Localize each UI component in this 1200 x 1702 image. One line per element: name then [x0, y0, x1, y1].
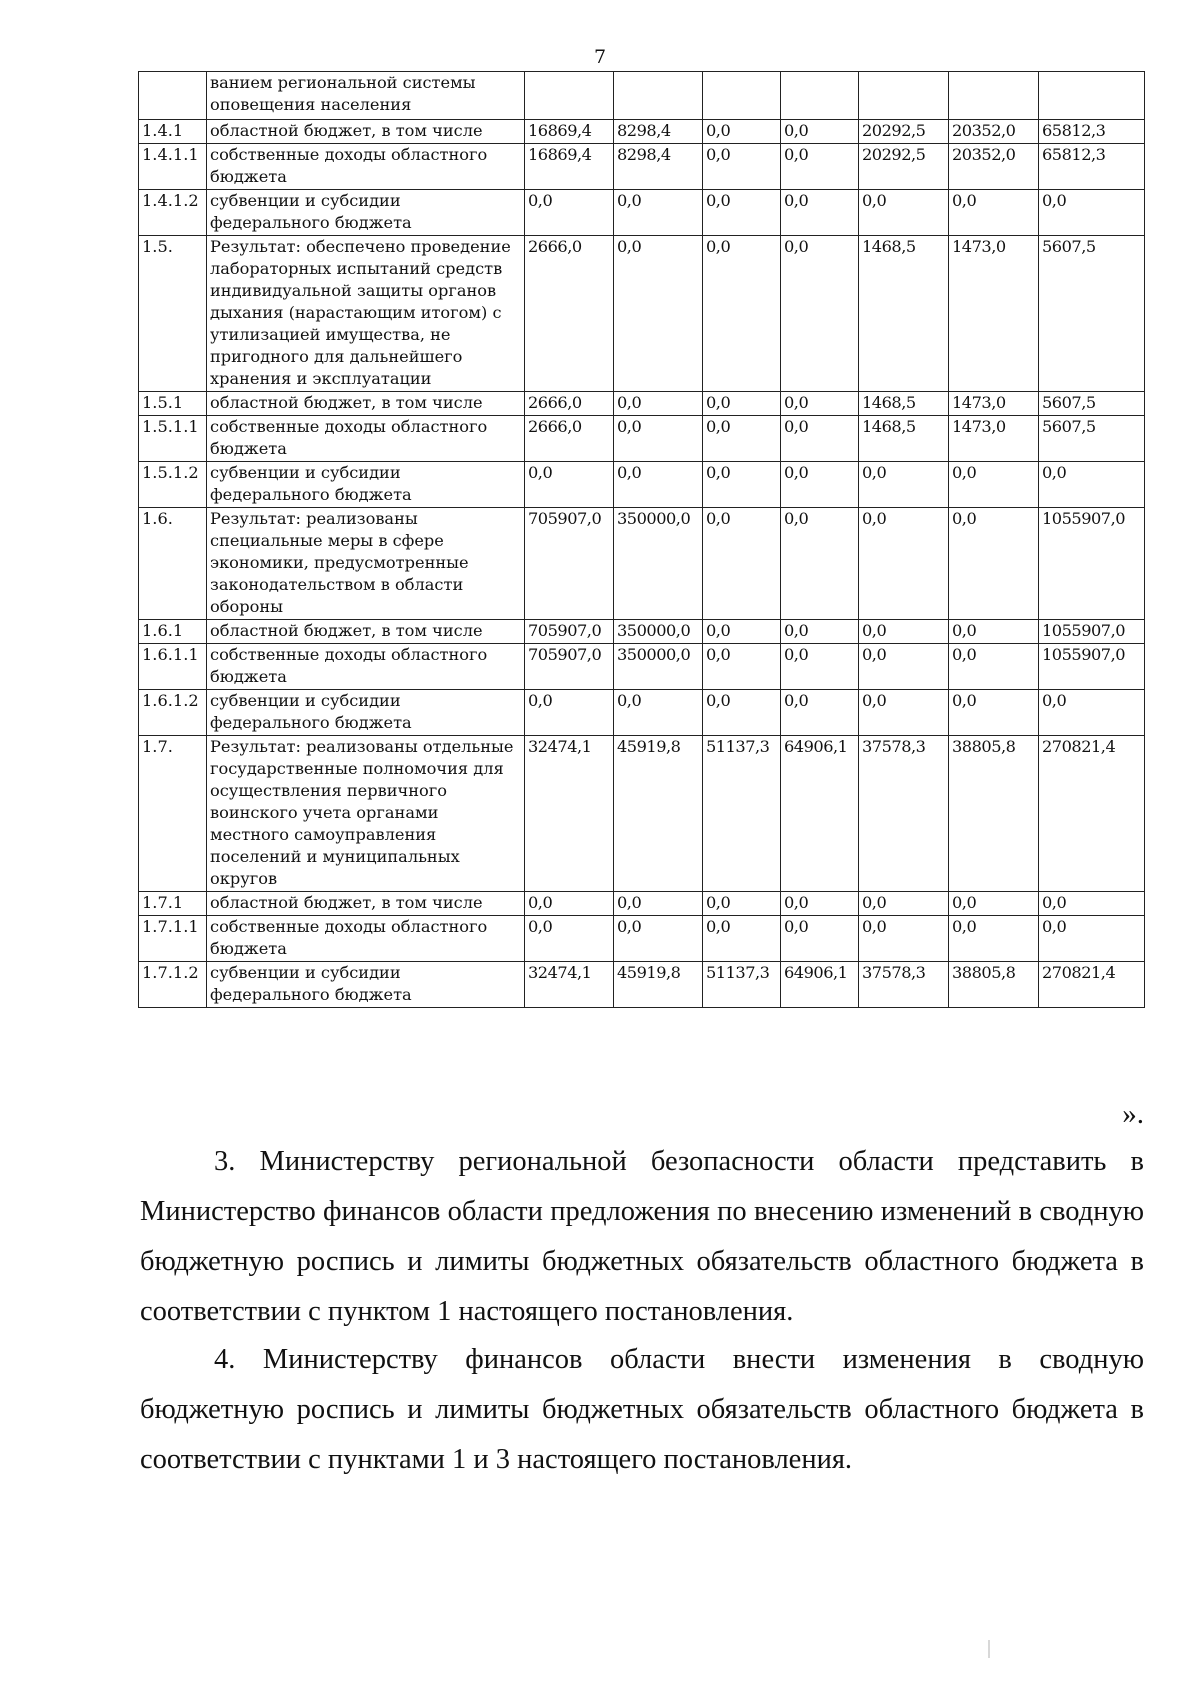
- row-value: 0,0: [781, 236, 859, 392]
- row-value: 5607,5: [1039, 392, 1145, 416]
- row-value: [703, 72, 781, 120]
- row-value: 8298,4: [614, 120, 703, 144]
- table-row: [139, 962, 1145, 1008]
- row-name: Результат: обеспечено проведение лабораторных испытаний средств индивидуальной защиты органов дыхания (нарастающим итогом) с утилизацией имущества, не пригодного для дальнейшего хранения и эксплуатации: [207, 236, 525, 392]
- table-row: [139, 916, 1145, 962]
- row-value: 0,0: [859, 190, 949, 236]
- row-value: 0,0: [1039, 190, 1145, 236]
- row-value: 0,0: [781, 462, 859, 508]
- row-value: 0,0: [703, 462, 781, 508]
- row-value: 2666,0: [525, 392, 614, 416]
- row-name: собственные доходы областного бюджета: [207, 144, 525, 190]
- row-value: 0,0: [781, 416, 859, 462]
- row-name: Результат: реализованы специальные меры в сфере экономики, предусмотренные законодательством в области обороны: [207, 508, 525, 620]
- row-value: 38805,8: [949, 736, 1039, 892]
- row-value: [614, 72, 703, 120]
- row-name: субвенции и субсидии федерального бюджета: [207, 690, 525, 736]
- row-value: 705907,0: [525, 620, 614, 644]
- row-value: 20292,5: [859, 120, 949, 144]
- row-value: 350000,0: [614, 644, 703, 690]
- row-value: 1055907,0: [1039, 644, 1145, 690]
- row-value: 37578,3: [859, 736, 949, 892]
- row-value: 20352,0: [949, 120, 1039, 144]
- row-code: 1.7.1: [139, 892, 207, 916]
- row-value: 45919,8: [614, 962, 703, 1008]
- row-value: 0,0: [859, 462, 949, 508]
- row-value: 64906,1: [781, 962, 859, 1008]
- row-value: 0,0: [949, 462, 1039, 508]
- table-row: [139, 508, 1145, 620]
- row-value: 0,0: [859, 690, 949, 736]
- row-code: 1.4.1.1: [139, 144, 207, 190]
- row-value: 0,0: [949, 916, 1039, 962]
- row-value: 0,0: [525, 892, 614, 916]
- row-value: 0,0: [614, 892, 703, 916]
- row-code: 1.7.1.1: [139, 916, 207, 962]
- row-value: 0,0: [703, 620, 781, 644]
- row-value: 0,0: [781, 144, 859, 190]
- row-value: 0,0: [781, 644, 859, 690]
- row-name: Результат: реализованы отдельные государственные полномочия для осуществления первичного воинского учета органами местного самоуправления поселений и муниципальных округов: [207, 736, 525, 892]
- row-code: 1.7.: [139, 736, 207, 892]
- row-value: 16869,4: [525, 120, 614, 144]
- row-value: 0,0: [859, 508, 949, 620]
- row-value: 0,0: [525, 916, 614, 962]
- row-value: 0,0: [859, 916, 949, 962]
- row-value: 705907,0: [525, 644, 614, 690]
- row-value: 1473,0: [949, 236, 1039, 392]
- table-row: [139, 416, 1145, 462]
- closing-quote: ».: [1122, 1098, 1144, 1130]
- row-value: 1468,5: [859, 392, 949, 416]
- row-value: 0,0: [614, 236, 703, 392]
- row-value: 0,0: [949, 644, 1039, 690]
- row-value: 1055907,0: [1039, 620, 1145, 644]
- row-value: 51137,3: [703, 962, 781, 1008]
- row-code: 1.5.1.2: [139, 462, 207, 508]
- row-value: 2666,0: [525, 416, 614, 462]
- row-code: 1.6.: [139, 508, 207, 620]
- table-row: [139, 236, 1145, 392]
- row-value: 20292,5: [859, 144, 949, 190]
- row-value: 1473,0: [949, 416, 1039, 462]
- row-value: 0,0: [703, 416, 781, 462]
- row-value: 0,0: [614, 916, 703, 962]
- row-value: 0,0: [1039, 462, 1145, 508]
- row-code: 1.4.1.2: [139, 190, 207, 236]
- row-value: 0,0: [703, 236, 781, 392]
- row-name: областной бюджет, в том числе: [207, 392, 525, 416]
- row-code: 1.5.: [139, 236, 207, 392]
- row-value: 32474,1: [525, 736, 614, 892]
- row-value: 0,0: [703, 144, 781, 190]
- row-value: 45919,8: [614, 736, 703, 892]
- row-value: 350000,0: [614, 508, 703, 620]
- row-value: 5607,5: [1039, 416, 1145, 462]
- row-value: [525, 72, 614, 120]
- row-value: 0,0: [949, 892, 1039, 916]
- row-value: 1473,0: [949, 392, 1039, 416]
- row-value: 0,0: [703, 892, 781, 916]
- table-row: [139, 644, 1145, 690]
- table-row: [139, 620, 1145, 644]
- row-name: субвенции и субсидии федерального бюджета: [207, 962, 525, 1008]
- row-value: 0,0: [859, 644, 949, 690]
- row-value: 0,0: [781, 620, 859, 644]
- row-name: областной бюджет, в том числе: [207, 892, 525, 916]
- row-value: 0,0: [781, 508, 859, 620]
- table-row: [139, 72, 1145, 120]
- row-value: 0,0: [614, 416, 703, 462]
- row-value: 0,0: [781, 190, 859, 236]
- row-code: 1.6.1: [139, 620, 207, 644]
- row-value: 0,0: [703, 120, 781, 144]
- row-name: ванием региональной системы оповещения населения: [207, 72, 525, 120]
- row-value: 350000,0: [614, 620, 703, 644]
- row-value: 32474,1: [525, 962, 614, 1008]
- row-code: 1.6.1.1: [139, 644, 207, 690]
- row-value: 0,0: [614, 392, 703, 416]
- row-name: субвенции и субсидии федерального бюджета: [207, 190, 525, 236]
- row-value: 0,0: [703, 644, 781, 690]
- row-code: 1.6.1.2: [139, 690, 207, 736]
- row-name: областной бюджет, в том числе: [207, 620, 525, 644]
- row-value: 16869,4: [525, 144, 614, 190]
- row-value: 0,0: [614, 690, 703, 736]
- table-row: [139, 690, 1145, 736]
- row-value: [949, 72, 1039, 120]
- row-value: 20352,0: [949, 144, 1039, 190]
- scan-artifact: [988, 1640, 990, 1658]
- row-code: [139, 72, 207, 120]
- row-value: 0,0: [525, 462, 614, 508]
- row-value: 0,0: [781, 892, 859, 916]
- row-value: 0,0: [703, 392, 781, 416]
- row-value: 0,0: [859, 892, 949, 916]
- row-value: 0,0: [525, 690, 614, 736]
- row-value: 0,0: [703, 190, 781, 236]
- row-value: 38805,8: [949, 962, 1039, 1008]
- row-code: 1.5.1: [139, 392, 207, 416]
- row-value: 51137,3: [703, 736, 781, 892]
- row-value: [859, 72, 949, 120]
- row-value: [1039, 72, 1145, 120]
- table-row: [139, 736, 1145, 892]
- row-value: 0,0: [703, 916, 781, 962]
- budget-table: [138, 71, 1145, 1008]
- row-value: 0,0: [1039, 690, 1145, 736]
- row-value: 0,0: [614, 190, 703, 236]
- row-value: [781, 72, 859, 120]
- table-row: [139, 462, 1145, 508]
- row-value: 65812,3: [1039, 120, 1145, 144]
- table-row: [139, 190, 1145, 236]
- row-value: 0,0: [703, 508, 781, 620]
- row-value: 0,0: [781, 120, 859, 144]
- row-name: собственные доходы областного бюджета: [207, 916, 525, 962]
- row-value: 1055907,0: [1039, 508, 1145, 620]
- row-name: собственные доходы областного бюджета: [207, 416, 525, 462]
- row-value: 37578,3: [859, 962, 949, 1008]
- row-value: 65812,3: [1039, 144, 1145, 190]
- table-row: [139, 392, 1145, 416]
- row-value: 0,0: [781, 392, 859, 416]
- table-row: [139, 892, 1145, 916]
- row-value: 0,0: [1039, 916, 1145, 962]
- row-value: 705907,0: [525, 508, 614, 620]
- row-value: 64906,1: [781, 736, 859, 892]
- row-value: 0,0: [525, 190, 614, 236]
- row-name: субвенции и субсидии федерального бюджета: [207, 462, 525, 508]
- row-code: 1.4.1: [139, 120, 207, 144]
- row-value: 0,0: [949, 190, 1039, 236]
- paragraph-4: 4. Министерству финансов области внести изменения в сводную бюджетную роспись и лимиты бюджетных обязательств областного бюджета в соответствии с пунктами 1 и 3 настоящего постановления.: [140, 1344, 1144, 1475]
- row-name: собственные доходы областного бюджета: [207, 644, 525, 690]
- row-value: 8298,4: [614, 144, 703, 190]
- row-value: 0,0: [781, 916, 859, 962]
- row-value: 1468,5: [859, 416, 949, 462]
- row-value: 270821,4: [1039, 736, 1145, 892]
- row-value: 0,0: [614, 462, 703, 508]
- row-value: 0,0: [703, 690, 781, 736]
- paragraph-3: 3. Министерству региональной безопасности области представить в Министерство финансов области предложения по внесению изменений в сводную бюджетную роспись и лимиты бюджетных обязательств областного бюджета в соответствии с пунктом 1 настоящего постановления.: [140, 1146, 1144, 1327]
- row-value: 1468,5: [859, 236, 949, 392]
- row-value: 0,0: [1039, 892, 1145, 916]
- row-value: 0,0: [781, 690, 859, 736]
- row-value: 0,0: [859, 620, 949, 644]
- page-number: 7: [593, 46, 607, 68]
- row-value: 2666,0: [525, 236, 614, 392]
- row-value: 5607,5: [1039, 236, 1145, 392]
- row-value: 0,0: [949, 690, 1039, 736]
- table-row: [139, 120, 1145, 144]
- budget-table-body: [139, 72, 1145, 1008]
- row-value: 0,0: [949, 620, 1039, 644]
- row-value: 270821,4: [1039, 962, 1145, 1008]
- row-code: 1.5.1.1: [139, 416, 207, 462]
- row-code: 1.7.1.2: [139, 962, 207, 1008]
- row-value: 0,0: [949, 508, 1039, 620]
- row-name: областной бюджет, в том числе: [207, 120, 525, 144]
- table-row: [139, 144, 1145, 190]
